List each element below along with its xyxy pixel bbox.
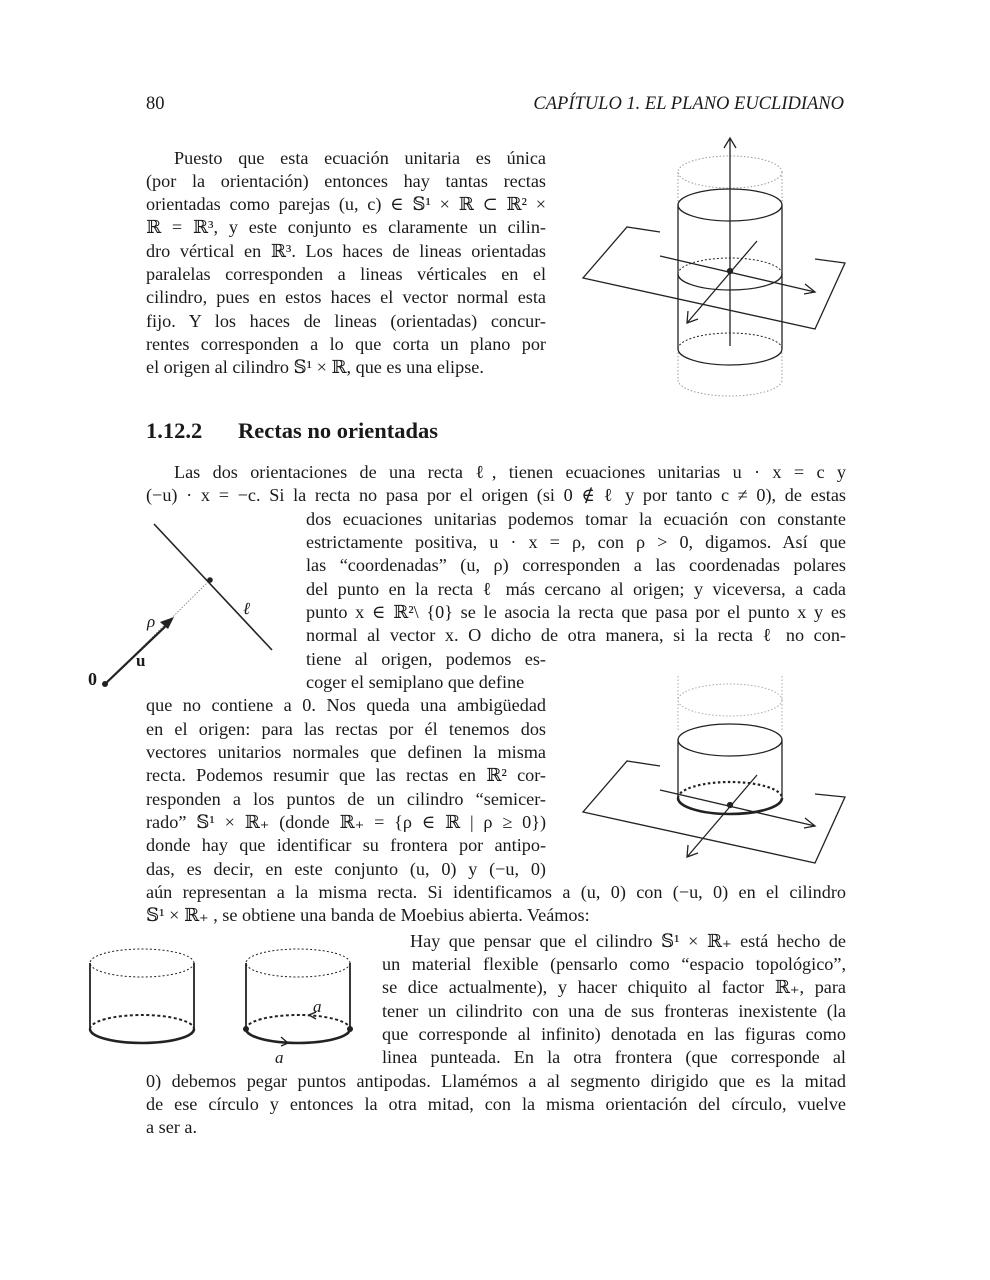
figure-cylinder-plane [575,128,855,398]
text-line: ℝ = ℝ³, y este conjunto es claramente un cilin- [146,217,546,237]
text-line: 𝕊¹ × ℝ₊ , se obtiene una banda de Moebius abierta. Veámos: [146,905,590,925]
text-line: 0) debemos pegar puntos antipodas. Llamémos a al segmento dirigido que es la mitad [146,1071,846,1091]
text-line: un material flexible (pensarlo como “espacio topológico”, [382,954,846,974]
section-number: 1.12.2 [146,418,203,443]
arc-label-top: a [313,997,322,1016]
text-line: aún representan a la misma recta. Si identificamos a (u, 0) con (−u, 0) en el cilindro [146,882,846,902]
text-line: orientadas como parejas (u, c) ∈ 𝕊¹ × ℝ ⊂ ℝ² × [146,194,546,214]
text-line: rado” 𝕊¹ × ℝ₊ (donde ℝ₊ = {ρ ∈ ℝ | ρ ≥ 0}) [146,812,546,832]
text-line: paralelas corresponden a lineas vérticales en el [146,264,546,284]
arc-label-bottom: a [275,1048,284,1067]
text-line: las “coordenadas” (u, ρ) corresponden a las coordenadas polares [306,555,846,575]
text-line: fijo. Y los haces de lineas (orientadas) concur- [146,311,546,331]
text-line: coger el semiplano que define [306,672,525,692]
text-line: de ese círculo y entonces la otra mitad, con la misma orientación del círculo, vuelve [146,1094,846,1114]
text-line: responden a los puntos de un cilindro “semicer- [146,789,546,809]
text-line: Hay que pensar que el cilindro 𝕊¹ × ℝ₊ está hecho de [410,931,846,951]
figure-line-polar [84,518,284,693]
text-line: rentes corresponden a lo que corta un plano por [146,334,546,354]
section-title: Rectas no orientadas [238,418,438,443]
page-number: 80 [146,94,165,114]
text-line: el origen al cilindro 𝕊¹ × ℝ, que es una elipse. [146,357,484,377]
text-line: Las dos orientaciones de una recta ℓ, tienen ecuaciones unitarias u · x = c y [174,462,846,482]
text-line: cilindro, pues en estos haces el vector normal esta [146,287,546,307]
text-line: (por la orientación) entonces hay tantas rectas [146,171,546,191]
line-label: ℓ [243,599,251,618]
rho-label: ρ [147,612,156,631]
text-line: dos ecuaciones unitarias podemos tomar la ecuación con constante [306,509,846,529]
text-line: del punto en la recta ℓ más cercano al origen; y viceversa, a cada [306,579,846,599]
text-line: normal al vector x. O dicho de otra manera, si la recta ℓ no con- [306,625,846,645]
figure-half-cylinder-plane [575,670,855,860]
running-title: CAPÍTULO 1. EL PLANO EUCLIDIANO [533,94,844,114]
text-line: das, es decir, en este conjunto (u, 0) y (−u, 0) [146,859,546,879]
text-line: que corresponde al infinito) denotada en las figuras como [382,1024,846,1044]
text-line: tener un cilindrito con una de sus fronteras inexistente (la [382,1001,846,1021]
text-line: recta. Podemos resumir que las rectas en ℝ² cor- [146,765,546,785]
text-line: linea punteada. En la otra frontera (que corresponde al [382,1047,846,1067]
text-line: en el origen: para las rectas por él tenemos dos [146,719,546,739]
text-line: se dice actualmente), y hacer chiquito al factor ℝ₊, para [382,977,846,997]
text-line: (−u) · x = −c. Si la recta no pasa por el origen (si 0 ∉ ℓ y por tanto c ≠ 0), de estas [146,485,846,505]
text-line: dro vértical en ℝ³. Los haces de lineas orientadas [146,241,546,261]
section-heading [146,418,438,444]
figure-small-cylinders [84,940,364,1070]
unit-vector-label: u [136,651,146,670]
text-line: punto x ∈ ℝ²\ {0} se le asocia la recta que pasa por el punto x y es [306,602,846,622]
text-line: vectores unitarios normales que definen la misma [146,742,546,762]
origin-label: 0 [88,669,97,689]
text-line: estrictamente positiva, u · x = ρ, con ρ > 0, digamos. Así que [306,532,846,552]
text-line: Puesto que esta ecuación unitaria es única [174,148,546,168]
text-line: a ser a. [146,1117,197,1137]
text-line: tiene al origen, podemos es- [306,649,546,669]
text-line: donde hay que identificar su frontera por antipo- [146,835,546,855]
text-line: que no contiene a 0. Nos queda una ambigüedad [146,695,546,715]
